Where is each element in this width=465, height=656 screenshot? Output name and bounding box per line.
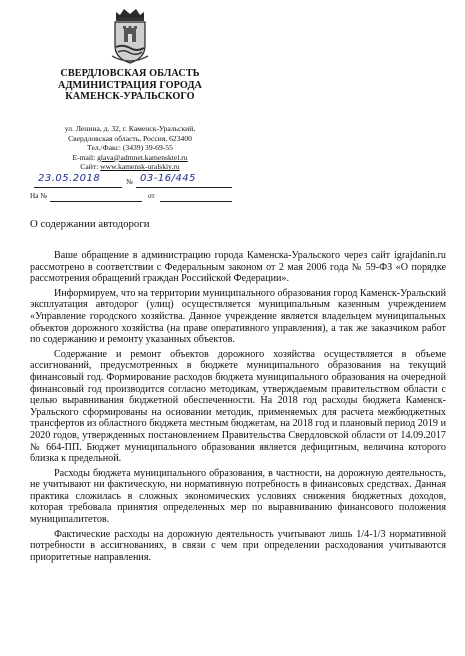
email-line: [40, 153, 220, 163]
body-paragraph-3: Содержание и ремонт объектов дорожного хозяйства осуществляется в объеме ассигнований, предусмотренных в бюджете муниципального образования на текущий финансовый год. Формирование расходов бюджета муниципального образования на очередной финансовый год производится согласно методикам, утверждаемым правительством области с целью выравнивания бюджетной обеспеченности. На 2018 год расходы бюджета Каменск-Уральского сформированы на основании методик, применяемых для расчета межбюджетных трансфертов из областного бюджета местным бюджетам, на 2018 год и плановый период 2019 и 2020 годов, утвержденных постановлением Правительства Свердловской области от 14.09.2017 № 664-ПП. Бюджет муниципального образования является дефицитным, величина которого близка к предельной.: [30, 348, 446, 465]
organization-name: [40, 68, 220, 103]
site-line: [40, 162, 220, 172]
site-label: Сайт:: [80, 162, 99, 172]
address-line-2: Свердловская область, Россия, 623400: [68, 133, 192, 143]
body-paragraph-5: Фактические расходы на дорожную деятельность учитывают лишь 1/4-1/3 нормативной потребности в ассигнованиях, в связи с чем при определении расходования учитываются приоритетные направления.: [30, 528, 446, 563]
coat-of-arms-icon: [108, 6, 152, 66]
letter-subject: О содержании автодороги: [30, 218, 150, 230]
org-line-region: СВЕРДЛОВСКАЯ ОБЛАСТЬ: [60, 68, 200, 79]
org-line-city: КАМЕНСК-УРАЛЬСКОГО: [65, 91, 195, 102]
number-label: №: [126, 178, 133, 186]
letter-body: [30, 250, 446, 566]
site-link[interactable]: www.kamensk-uralskiy.ru: [100, 162, 180, 172]
body-paragraph-1: Ваше обращение в администрацию города Каменска-Уральского через сайт igrajdanin.ru рассмотрено в соответствии с Федеральным законом от 2 мая 2006 года № 59-ФЗ «О порядке рассмотрения обращений граждан Российской Федерации».: [30, 250, 446, 285]
reference-from-label: от: [148, 192, 155, 200]
outgoing-number: 03-16/445: [140, 173, 197, 184]
phone-line: Тел./Факс: (3439) 39-69-55: [87, 143, 173, 153]
address-line-1: ул. Ленина, д. 32, г. Каменск-Уральский,: [64, 124, 196, 133]
body-paragraph-4: Расходы бюджета муниципального образования, в частности, на дорожную деятельность, не учитывают ни фактическую, ни нормативную потребность в финансовых средствах. Данная практика сложилась в сложных экономических условиях снижения бюджетных доходов, которая требовала принятия определенных мер по выравниванию финансового положения муниципалитетов.: [30, 467, 446, 526]
org-line-administration: АДМИНИСТРАЦИЯ ГОРОДА: [57, 79, 203, 91]
reference-number-label: На №: [30, 192, 48, 200]
email-link[interactable]: glava@admnet.kamensktel.ru: [97, 152, 188, 162]
outgoing-date: 23.05.2018: [38, 173, 101, 184]
outgoing-registration: [30, 173, 240, 190]
body-paragraph-2: Информируем, что на территории муниципального образования город Каменск-Уральский эксплуатация автодорог (улиц) осуществляется муниципальным казенным учреждением «Управление городского хозяйства. Данное учреждение является владельцем муниципальных объектов дорожного хозяйства (на праве оперативного управления), а так же заказчиком работ по содержанию и ремонту указанных объектов.: [30, 287, 446, 346]
contact-block: [40, 124, 220, 172]
email-label: E-mail:: [72, 152, 96, 162]
incoming-reference: [30, 190, 240, 204]
